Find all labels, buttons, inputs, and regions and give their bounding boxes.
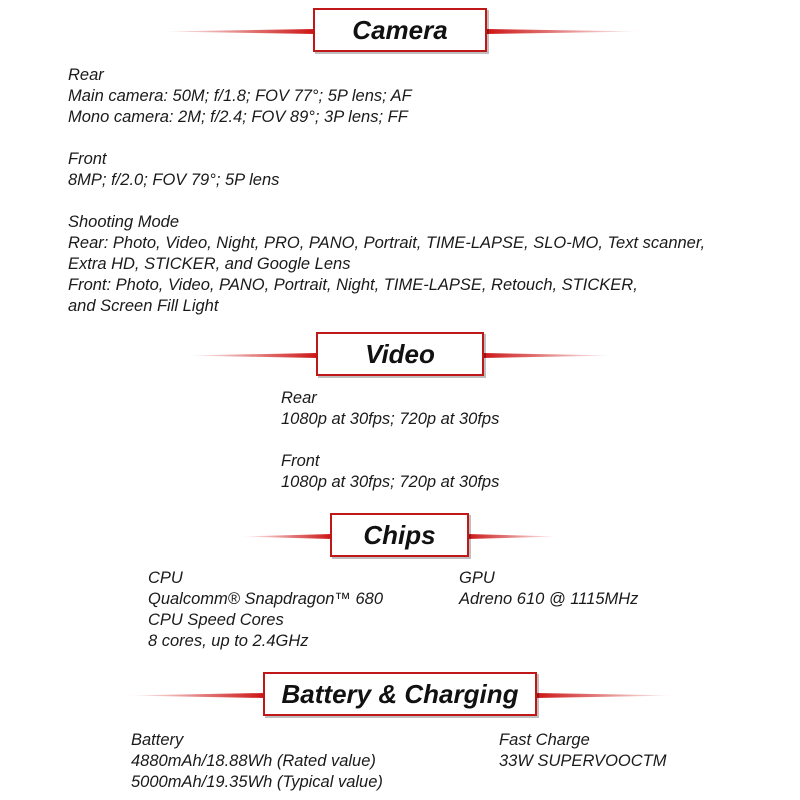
header-line-left — [160, 29, 315, 34]
cpu-value: Qualcomm® Snapdragon™ 680 — [148, 590, 384, 608]
video-front-label: Front — [281, 452, 320, 470]
chips-title-box — [330, 513, 469, 557]
cpu-label: CPU — [148, 569, 183, 587]
chips-title: Chips — [363, 519, 436, 550]
battery-title-box — [263, 672, 537, 716]
battery-specs — [131, 730, 383, 793]
gpu-value: Adreno 610 @ 1115MHz — [459, 590, 639, 608]
header-line-left — [240, 534, 332, 539]
shooting-mode-line: Extra HD, STICKER, and Google Lens — [68, 255, 351, 273]
video-rear-label: Rear — [281, 389, 317, 407]
camera-title: Camera — [352, 14, 448, 45]
shooting-mode-label: Shooting Mode — [68, 213, 179, 231]
fast-charge-specs — [499, 730, 666, 772]
fast-charge-label: Fast Charge — [499, 731, 590, 749]
shooting-mode-line: and Screen Fill Light — [68, 297, 219, 315]
video-rear-value: 1080p at 30fps; 720p at 30fps — [281, 410, 500, 428]
header-line-right — [535, 693, 675, 698]
battery-line: 4880mAh/18.88Wh (Rated value) — [131, 752, 376, 770]
cpu-cores-value: 8 cores, up to 2.4GHz — [148, 632, 309, 650]
video-title: Video — [365, 338, 435, 369]
battery-title: Battery & Charging — [281, 678, 519, 709]
camera-specs — [68, 65, 705, 317]
fast-charge-value: 33W SUPERVOOCTM — [499, 752, 667, 770]
battery-label: Battery — [131, 731, 184, 749]
camera-section-header — [0, 8, 800, 56]
video-section-header — [0, 332, 800, 380]
camera-rear-label: Rear — [68, 66, 104, 84]
chips-section-header — [0, 513, 800, 561]
video-front-value: 1080p at 30fps; 720p at 30fps — [281, 473, 500, 491]
camera-rear-line: Main camera: 50M; f/1.8; FOV 77°; 5P lens; AF — [68, 87, 412, 105]
shooting-mode-line: Front: Photo, Video, PANO, Portrait, Night, TIME-LAPSE, Retouch, STICKER, — [68, 276, 638, 294]
video-specs — [281, 388, 499, 493]
header-line-right — [467, 534, 559, 539]
header-line-right — [482, 353, 615, 358]
chips-cpu-specs — [148, 568, 383, 652]
header-line-left — [185, 353, 318, 358]
camera-front-line: 8MP; f/2.0; FOV 79°; 5P lens — [68, 171, 280, 189]
battery-section-header — [0, 672, 800, 720]
battery-line: 5000mAh/19.35Wh (Typical value) — [131, 773, 383, 791]
chips-gpu-specs — [459, 568, 638, 610]
header-line-right — [486, 29, 641, 34]
cpu-cores-label: CPU Speed Cores — [148, 611, 284, 629]
video-title-box — [316, 332, 484, 376]
camera-front-label: Front — [68, 150, 107, 168]
shooting-mode-line: Rear: Photo, Video, Night, PRO, PANO, Portrait, TIME-LAPSE, SLO-MO, Text scanner, — [68, 234, 706, 252]
camera-rear-line: Mono camera: 2M; f/2.4; FOV 89°; 3P lens; FF — [68, 108, 408, 126]
header-line-left — [125, 693, 265, 698]
gpu-label: GPU — [459, 569, 495, 587]
camera-title-box — [313, 8, 487, 52]
